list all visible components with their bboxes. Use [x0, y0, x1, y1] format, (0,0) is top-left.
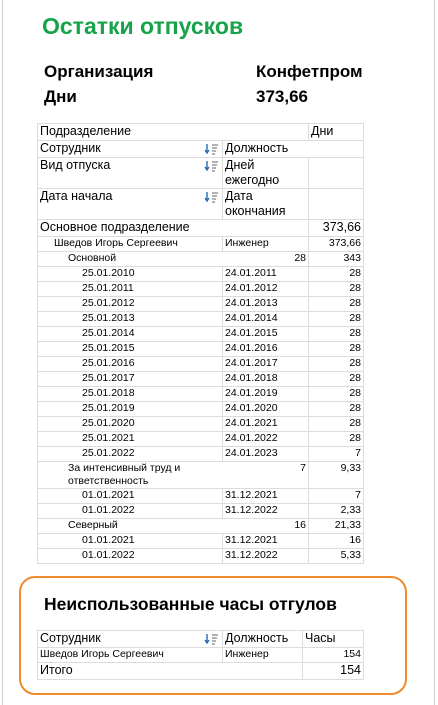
sort-ascending-icon[interactable]	[204, 143, 220, 155]
sort-ascending-icon[interactable]	[204, 191, 220, 203]
period-end-date: 24.01.2018	[223, 372, 309, 387]
period-days: 28	[309, 417, 364, 432]
period-start-date[interactable]: 25.01.2013	[38, 312, 223, 327]
period-start-date[interactable]: 01.01.2021	[38, 534, 223, 549]
days-label: Дни	[44, 87, 77, 106]
period-end-date: 24.01.2023	[223, 447, 309, 462]
period-days: 28	[309, 402, 364, 417]
header-leave-type[interactable]	[38, 158, 223, 189]
period-days: 28	[309, 372, 364, 387]
organization-value: Конфетпром	[256, 62, 363, 81]
period-days: 7	[309, 489, 364, 504]
period-row	[38, 312, 364, 327]
header-leave-type-label: Вид отпуска	[40, 158, 111, 172]
period-end-date: 24.01.2011	[223, 267, 309, 282]
leave-type-days-per-year: 16	[223, 519, 309, 534]
employee-days: 373,66	[309, 237, 364, 252]
hours-total-row	[38, 663, 364, 680]
period-start-date[interactable]: 25.01.2011	[38, 282, 223, 297]
days-value: 373,66	[256, 87, 308, 106]
hours-employee-position: Инженер	[223, 648, 303, 663]
period-row	[38, 342, 364, 357]
period-days: 28	[309, 267, 364, 282]
period-end-date: 31.12.2021	[223, 534, 309, 549]
period-days: 5,33	[309, 549, 364, 564]
hours-header-employee[interactable]	[38, 631, 223, 648]
organization-label: Организация	[44, 62, 154, 81]
hours-total-label: Итого	[38, 663, 303, 680]
header-start-date[interactable]	[38, 189, 223, 220]
period-end-date: 24.01.2016	[223, 342, 309, 357]
leave-type-name[interactable]: За интенсивный труд и ответственность	[38, 462, 223, 489]
hours-employee-row	[38, 648, 364, 663]
period-end-date: 31.12.2022	[223, 504, 309, 519]
period-row	[38, 417, 364, 432]
period-row	[38, 549, 364, 564]
period-end-date: 24.01.2022	[223, 432, 309, 447]
page-border-right	[434, 0, 435, 705]
period-days: 28	[309, 432, 364, 447]
period-start-date[interactable]: 25.01.2016	[38, 357, 223, 372]
period-end-date: 24.01.2012	[223, 282, 309, 297]
header-row-leave-type	[38, 158, 364, 189]
period-days: 28	[309, 387, 364, 402]
period-row	[38, 504, 364, 519]
period-row	[38, 534, 364, 549]
period-row	[38, 327, 364, 342]
group-row	[38, 220, 364, 237]
period-end-date: 24.01.2013	[223, 297, 309, 312]
page-border-left	[2, 0, 3, 705]
period-row	[38, 267, 364, 282]
header-subdivision[interactable]: Подразделение	[38, 124, 309, 141]
hours-header-row	[38, 631, 364, 648]
header-employee-label: Сотрудник	[40, 141, 101, 155]
period-start-date[interactable]: 25.01.2010	[38, 267, 223, 282]
period-row	[38, 489, 364, 504]
period-start-date[interactable]: 25.01.2021	[38, 432, 223, 447]
period-row	[38, 387, 364, 402]
employee-row	[38, 237, 364, 252]
hours-header-position[interactable]: Должность	[223, 631, 303, 648]
unused-hours-title: Неиспользованные часы отгулов	[44, 594, 337, 614]
period-start-date[interactable]: 25.01.2015	[38, 342, 223, 357]
header-row-start-date	[38, 189, 364, 220]
period-days: 16	[309, 534, 364, 549]
period-row	[38, 357, 364, 372]
period-start-date[interactable]: 01.01.2022	[38, 549, 223, 564]
period-start-date[interactable]: 25.01.2020	[38, 417, 223, 432]
period-start-date[interactable]: 25.01.2017	[38, 372, 223, 387]
page-title: Остатки отпусков	[42, 13, 244, 39]
header-row-subdivision	[38, 124, 364, 141]
group-name[interactable]: Основное подразделение	[38, 220, 309, 237]
leave-type-name[interactable]: Северный	[38, 519, 223, 534]
period-days: 28	[309, 282, 364, 297]
period-end-date: 24.01.2019	[223, 387, 309, 402]
period-start-date[interactable]: 01.01.2021	[38, 489, 223, 504]
leave-type-days-per-year: 7	[223, 462, 309, 489]
period-row	[38, 402, 364, 417]
employee-name[interactable]: Шведов Игорь Сергеевич	[38, 237, 223, 252]
period-start-date[interactable]: 25.01.2018	[38, 387, 223, 402]
period-start-date[interactable]: 25.01.2014	[38, 327, 223, 342]
period-end-date: 24.01.2014	[223, 312, 309, 327]
period-start-date[interactable]: 25.01.2012	[38, 297, 223, 312]
period-days: 28	[309, 312, 364, 327]
leave-type-row	[38, 519, 364, 534]
header-employee[interactable]	[38, 141, 223, 158]
period-days: 2,33	[309, 504, 364, 519]
period-days: 7	[309, 447, 364, 462]
period-row	[38, 282, 364, 297]
header-days-per-year[interactable]: Дней ежегодно	[223, 158, 309, 189]
period-end-date: 31.12.2022	[223, 549, 309, 564]
hours-header-employee-label: Сотрудник	[40, 631, 101, 645]
header-end-date[interactable]: Дата окончания	[223, 189, 309, 220]
leave-type-row	[38, 252, 364, 267]
leave-type-total: 9,33	[309, 462, 364, 489]
period-end-date: 31.12.2021	[223, 489, 309, 504]
hours-header-hours[interactable]: Часы	[303, 631, 364, 648]
sort-ascending-icon[interactable]	[204, 160, 220, 172]
leave-type-name[interactable]: Основной	[38, 252, 223, 267]
period-end-date: 24.01.2017	[223, 357, 309, 372]
header-start-date-label: Дата начала	[40, 189, 113, 203]
hours-employee-name[interactable]: Шведов Игорь Сергеевич	[38, 648, 223, 663]
header-row-employee	[38, 141, 364, 158]
sort-ascending-icon[interactable]	[204, 633, 220, 645]
header-days[interactable]: Дни	[309, 124, 364, 141]
employee-position: Инженер	[223, 237, 309, 252]
period-end-date: 24.01.2020	[223, 402, 309, 417]
unused-hours-table	[37, 630, 364, 680]
period-days: 28	[309, 327, 364, 342]
period-end-date: 24.01.2021	[223, 417, 309, 432]
hours-employee-value: 154	[303, 648, 364, 663]
leave-type-total: 343	[309, 252, 364, 267]
period-end-date: 24.01.2015	[223, 327, 309, 342]
group-days: 373,66	[309, 220, 364, 237]
leave-type-row	[38, 462, 364, 489]
period-start-date[interactable]: 01.01.2022	[38, 504, 223, 519]
period-start-date[interactable]: 25.01.2022	[38, 447, 223, 462]
leave-type-total: 21,33	[309, 519, 364, 534]
period-row	[38, 297, 364, 312]
period-row	[38, 372, 364, 387]
leave-balance-report	[37, 123, 364, 564]
period-days: 28	[309, 342, 364, 357]
leave-type-days-per-year: 28	[223, 252, 309, 267]
period-row	[38, 432, 364, 447]
period-days: 28	[309, 357, 364, 372]
period-days: 28	[309, 297, 364, 312]
hours-total-value: 154	[303, 663, 364, 680]
header-position[interactable]: Должность	[223, 141, 364, 158]
period-row	[38, 447, 364, 462]
period-start-date[interactable]: 25.01.2019	[38, 402, 223, 417]
